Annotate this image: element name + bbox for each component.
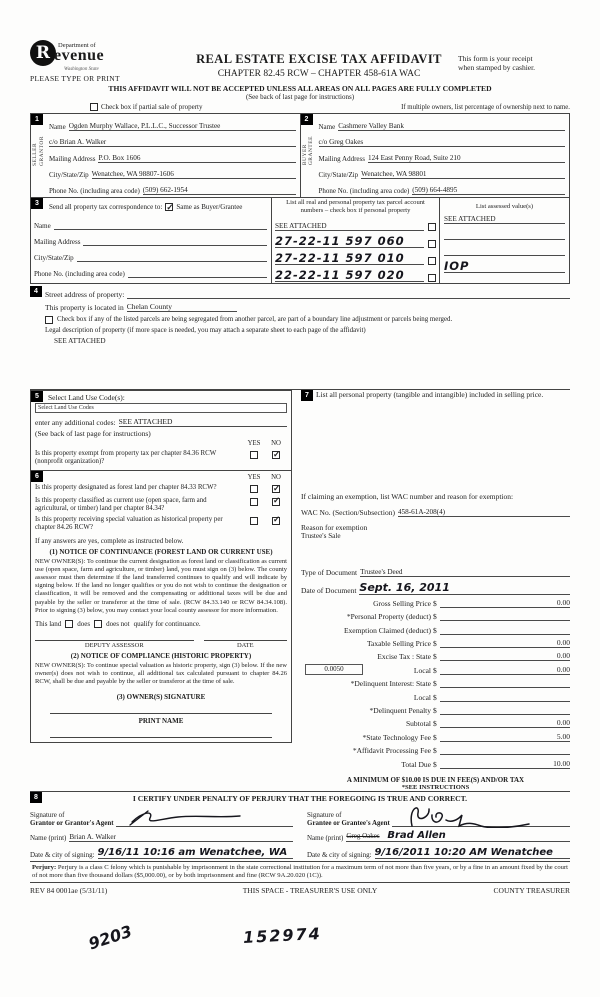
grantee-signature: [392, 805, 570, 827]
print-name-blank: [50, 737, 272, 738]
does-not-checkbox[interactable]: [94, 620, 102, 628]
historical-property-question: Is this property receiving special valuation as historical property per chapter 84.26 RCW?: [35, 515, 223, 531]
treasurer-space-label: THIS SPACE - TREASURER'S USE ONLY: [242, 885, 378, 895]
does-not-label: does not: [106, 620, 130, 628]
seller-city-value: Wenatchee, WA 98807-1606: [92, 170, 296, 179]
dollar-sign: $: [433, 692, 437, 702]
form-subtitle: CHAPTER 82.45 RCW – CHAPTER 458-61A WAC: [217, 69, 421, 79]
buyer-mailing-label: Mailing Address: [318, 155, 365, 163]
section8-badge: 8: [30, 792, 42, 803]
located-in-label: This property is located in: [45, 303, 124, 312]
section4-badge: 4: [30, 286, 42, 297]
grantor-sig-label2: Grantor or Grantor's Agent: [30, 818, 114, 827]
parcel-row-1: 27-22-11 597 060: [275, 235, 424, 248]
money-label-9: Subtotal: [405, 719, 431, 729]
compliance-paragraph: NEW OWNER(S): To continue special valuation as historic property, sign (3) below. If the new owner(s) does not wish to continue, all additional tax calculated pursuant to chapter 84.26 RCW, shall be due and payable by the seller or transferor at the time of sale.: [35, 662, 287, 686]
section3-badge: 3: [31, 198, 43, 209]
doc-type-label: Type of Document: [301, 567, 358, 577]
land-use-title: Select Land Use Code(s):: [48, 393, 125, 402]
buyer-phone-label: Phone No. (including area code): [318, 187, 410, 195]
current-use-question: Is this property classified as current use (open space, farm and agricultural, or timber) land per chapter 84.34?: [35, 496, 207, 512]
section5-badge: 5: [31, 391, 43, 402]
segregated-checkbox[interactable]: [45, 316, 53, 324]
seller-mailing-value: P.O. Box 1606: [98, 154, 295, 163]
dollar-sign: $: [433, 639, 437, 649]
deputy-assessor-line: DEPUTY ASSESSOR: [35, 640, 194, 649]
assessed-row-1: [444, 239, 565, 240]
grantee-name-label: Name (print): [307, 833, 344, 842]
revenue-logo: [30, 40, 180, 66]
parcel-row-3: 22-22-11 597 020: [275, 269, 424, 282]
seller-phone-label: Phone No. (including area code): [49, 187, 140, 195]
grantor-signature: [116, 805, 293, 827]
revenue-logo-icon: [30, 40, 56, 66]
reason-exemption-value: Trustee's Sale: [301, 531, 341, 540]
form-header: [30, 40, 570, 83]
partial-sale-checkbox[interactable]: [90, 103, 98, 111]
does-label: does: [77, 620, 91, 628]
does-checkbox[interactable]: [65, 620, 73, 628]
seller-grantor-box: [31, 114, 300, 197]
multiple-owners-note: If multiple owners, list percentage of ownership next to name.: [401, 103, 570, 111]
grantor-signature-icon: [126, 808, 246, 828]
nonprofit-exempt-question: Is this property exempt from property tax per chapter 84.36 RCW (nonprofit organization)?: [35, 450, 217, 465]
street-address-label: Street address of property:: [45, 290, 125, 299]
seller-grantor-side-label: SELLER GRANTOR: [32, 136, 45, 166]
grantee-sig-label2: Grantee or Grantee's Agent: [307, 818, 390, 827]
buyer-mailing-value: 124 East Penny Road, Suite 210: [368, 154, 565, 163]
owners-signature-blank: [50, 713, 272, 714]
section6-no-header: NO: [271, 474, 281, 481]
dollar-sign: $: [433, 706, 437, 716]
parcel-checkbox-2[interactable]: [428, 257, 436, 265]
dollar-sign: $: [433, 759, 437, 769]
send-correspondence-label: Send all property tax correspondence to:: [49, 203, 163, 211]
dollar-sign: $: [433, 625, 437, 635]
see-instructions-note: *SEE INSTRUCTIONS: [401, 783, 470, 791]
dollar-sign: $: [433, 679, 437, 689]
forest-land-question: Is this property designated as forest land per chapter 84.33 RCW?: [35, 484, 217, 491]
money-value-2: [440, 634, 570, 635]
continuance-title: (1) NOTICE OF CONTINUANCE (FOREST LAND OR CURRENT USE): [49, 547, 273, 556]
wac-number-value: 458-61A-208(4): [398, 508, 570, 517]
section7-badge: 7: [301, 390, 313, 401]
money-label-11: *Affidavit Processing Fee: [352, 746, 431, 756]
assessed-row-3: IOP: [444, 260, 565, 273]
qualify-label: qualify for continuance.: [133, 620, 201, 628]
dollar-sign: $: [433, 665, 437, 675]
doc-date-label: Date of Document: [301, 585, 357, 595]
money-value-12: 10.00: [440, 759, 570, 769]
same-as-buyer-checkbox[interactable]: [165, 203, 173, 211]
money-label-10: *State Technology Fee: [362, 732, 431, 742]
land-use-section: [30, 390, 292, 471]
corr-mailing-blank: [83, 237, 267, 246]
nonprofit-no-checkbox[interactable]: [272, 451, 280, 459]
doc-date-value: Sept. 16, 2011: [359, 581, 570, 595]
grantee-sig-label1: Signature of: [307, 810, 342, 819]
form-title: REAL ESTATE EXCISE TAX AFFIDAVIT: [196, 52, 442, 66]
money-label-8: *Delinquent Penalty: [369, 706, 431, 716]
logo-revenue-text: evenue: [54, 47, 105, 64]
parcel-row-0: SEE ATTACHED: [275, 222, 424, 231]
dollar-sign: $: [433, 719, 437, 729]
seller-city-label: City/State/Zip: [49, 171, 89, 179]
grantee-date-value: 9/16/2011 10:20 AM Wenatchee: [375, 847, 570, 859]
land-designation-section: [30, 471, 292, 743]
money-value-5: 0.00: [440, 665, 570, 675]
minimum-fee-note: A MINIMUM OF $10.00 IS DUE IN FEE(S) AND/OR TAX: [346, 775, 525, 784]
handwritten-number-left: 9203: [86, 921, 135, 954]
personal-property-intro: List all personal property (tangible and intangible) included in selling price.: [316, 390, 544, 399]
section1-badge: 1: [31, 114, 43, 125]
certify-statement: I CERTIFY UNDER PENALTY OF PERJURY THAT THE FOREGOING IS TRUE AND CORRECT.: [132, 793, 468, 803]
corr-city-blank: [77, 253, 267, 262]
dollar-sign: $: [433, 746, 437, 756]
parcel-row-2: 27-22-11 597 010: [275, 252, 424, 265]
seller-name-label: Name: [49, 123, 66, 131]
parcel-checkbox-0[interactable]: [428, 223, 436, 231]
perjury-lead: Perjury:: [32, 863, 57, 871]
seller-care-of: c/o Brian A. Walker: [49, 138, 296, 147]
segregated-label: Check box if any of the listed parcels are being segregated from another parcel, are part of a boundary line adjustment or parcels being merged.: [57, 316, 453, 323]
wac-number-label: WAC No. (Section/Subsection): [301, 507, 395, 517]
historical-no-checkbox[interactable]: [272, 517, 280, 525]
money-label-3: Taxable Selling Price: [366, 639, 431, 649]
grantor-date-value: 9/16/11 10:16 am Wenatchee, WA: [98, 847, 293, 859]
grantor-name-label: Name (print): [30, 833, 67, 842]
grantee-signature-icon: [402, 802, 542, 828]
additional-codes-value: SEE ATTACHED: [119, 417, 287, 427]
money-label-7: Local: [413, 692, 431, 702]
corr-city-label: City/State/Zip: [34, 254, 74, 262]
money-value-6: [440, 687, 570, 688]
money-label-1: *Personal Property (deduct): [346, 612, 431, 622]
money-label-2: Exemption Claimed (deduct): [343, 625, 431, 635]
money-label-6: *Delinquent Interest: State: [350, 679, 431, 689]
money-value-9: 0.00: [440, 718, 570, 728]
located-county-value: Chelan County: [127, 302, 237, 312]
corr-mailing-label: Mailing Address: [34, 238, 81, 246]
receipt-note-line1: This form is your receipt: [458, 54, 533, 63]
please-type-or-print: PLEASE TYPE OR PRINT: [30, 74, 120, 83]
money-value-10: 5.00: [440, 732, 570, 742]
receipt-note-line2: when stamped by cashier.: [458, 63, 536, 72]
rev-form-number: REV 84 0001ae (5/31/11): [30, 885, 108, 895]
logo-initial: R: [35, 43, 51, 63]
buyer-grantee-side-label: BUYER GRANTEE: [301, 136, 314, 166]
logo-department-of: Department of: [58, 42, 96, 49]
corr-phone-label: Phone No. (including area code): [34, 270, 125, 278]
section6-yes-header: YES: [247, 474, 261, 481]
grantee-date-label: Date & city of signing:: [307, 850, 372, 859]
compliance-title: (2) NOTICE OF COMPLIANCE (HISTORIC PROPERTY): [70, 652, 252, 660]
land-use-dropdown[interactable]: Select Land Use Codes: [35, 403, 287, 413]
parcel-checkbox-3[interactable]: [428, 274, 436, 282]
nonprofit-yes-checkbox[interactable]: [250, 451, 258, 459]
parcel-numbers-header: List all real and personal property tax parcel account numbers – check box if personal property: [286, 199, 425, 214]
dollar-sign: $: [433, 652, 437, 662]
section5-see-back: (See back of last page for instructions): [35, 429, 151, 438]
assessed-values-header: List assessed value(s): [475, 203, 534, 210]
street-address-blank: [127, 290, 570, 299]
property-location-section: [30, 284, 570, 390]
corr-name-label: Name: [34, 222, 51, 230]
corr-phone-blank: [128, 269, 267, 278]
buyer-name-label: Name: [318, 123, 336, 131]
perjury-notice: [30, 862, 570, 883]
same-as-buyer-label: Same as Buyer/Grantee: [176, 203, 243, 211]
dollar-sign: $: [433, 612, 437, 622]
additional-codes-label: enter any additional codes:: [35, 418, 116, 427]
assessed-row-2: [444, 255, 565, 256]
partial-sale-label: Check box if partial sale of property: [101, 103, 203, 111]
acceptance-warning: THIS AFFIDAVIT WILL NOT BE ACCEPTED UNLESS ALL AREAS ON ALL PAGES ARE FULLY COMPLETED: [108, 84, 492, 93]
forest-no-checkbox[interactable]: [272, 485, 280, 493]
buyer-grantee-box: [300, 114, 570, 197]
money-value-1: [440, 620, 570, 621]
seller-name-value: Ogden Murphy Wallace, P.L.L.C., Successor Trustee: [69, 122, 296, 131]
money-label-0: Gross Selling Price: [373, 598, 431, 608]
corr-name-blank: [54, 221, 267, 230]
assessed-row-0: SEE ATTACHED: [444, 215, 565, 224]
buyer-name-value: Cashmere Valley Bank: [338, 122, 565, 131]
doc-type-value: Trustee's Deed: [360, 568, 570, 577]
owners-signature-title: (3) OWNER(S) SIGNATURE: [116, 692, 206, 701]
buyer-phone-value: (509) 664-4895: [412, 186, 565, 195]
section5-no-header: NO: [271, 440, 281, 447]
perjury-text: Perjury is a class C felony which is punishable by imprisonment in the state correctional institution for a maximum term of not more than five years, or by a fine in an amount fixed by the court of not more than five thousand dollars ($5,000.00), or by both imprisonment and fine (RCW 9A.20.020 (1C)).: [32, 863, 568, 879]
money-label-4: Excise Tax : State: [377, 652, 431, 662]
buyer-city-label: City/State/Zip: [318, 171, 359, 179]
money-value-8: [440, 714, 570, 715]
historical-yes-checkbox[interactable]: [250, 517, 258, 525]
if-yes-note: If any answers are yes, complete as instructed below.: [35, 536, 184, 545]
money-label-5: Local: [413, 665, 431, 675]
deputy-date-line: DATE: [204, 640, 287, 649]
reason-exemption-label: Reason for exemption: [301, 522, 368, 532]
money-value-11: [440, 754, 570, 755]
grantee-name-value: Brad Allen: [387, 829, 446, 841]
parcel-checkbox-1[interactable]: [428, 240, 436, 248]
tax-correspondence-section: [30, 198, 570, 284]
exemption-claim-label: If claiming an exemption, list WAC number and reason for exemption:: [301, 491, 514, 501]
seller-phone-value: (509) 662-1954: [143, 186, 296, 195]
county-treasurer-label: COUNTY TREASURER: [493, 885, 570, 895]
this-land-label: This land: [35, 620, 62, 628]
dollar-sign: $: [433, 598, 437, 608]
money-label-12: Total Due: [401, 759, 431, 769]
logo-tagline: Washington State: [64, 67, 99, 72]
grantor-date-label: Date & city of signing:: [30, 850, 95, 859]
see-back-note: (See back of last page for instructions): [245, 93, 355, 101]
buyer-city-value: Wenatchee, WA 98801: [361, 170, 565, 179]
personal-property-section: [292, 390, 570, 791]
section2-badge: 2: [301, 114, 313, 125]
money-value-7: [440, 701, 570, 702]
grantor-sig-label1: Signature of: [30, 810, 65, 819]
dollar-sign: $: [433, 732, 437, 742]
grantee-name-struck: Greg Oakes: [346, 831, 380, 840]
money-value-0: 0.00: [440, 598, 570, 608]
money-value-4: 0.00: [440, 651, 570, 661]
legal-description-label: Legal description of property (if more space is needed, you may attach a separate sheet to each page of the affidavit): [45, 327, 366, 334]
current-use-no-checkbox[interactable]: [272, 498, 280, 506]
money-value-3: 0.00: [440, 638, 570, 648]
handwritten-number-center: 152974: [242, 923, 323, 948]
certification-section: [30, 792, 570, 862]
continuance-paragraph: NEW OWNER(S): To continue the current designation as forest land or classification as current use (open space, farm and agriculture, or timber) land, you must sign on (3) below. The county assessor must then determine if the land transferred continues to qualify and will indicate by signing below. If the land no longer qualifies or you do not wish to continue the designation or classification, it will be removed and the compensating or additional taxes will be due and payable by the seller or transferor at the time of sale. (RCW 84.33.140 or RCW 84.34.108). Prior to signing (3) below, you may contact your local county assessor for more information.: [35, 557, 287, 614]
buyer-care-of: c/o Greg Oakes: [319, 138, 566, 147]
section6-badge: 6: [31, 471, 43, 482]
forest-yes-checkbox[interactable]: [250, 485, 258, 493]
current-use-yes-checkbox[interactable]: [250, 498, 258, 506]
legal-description-value: SEE ATTACHED: [54, 337, 106, 345]
grantor-name-value: Brian A. Walker: [69, 833, 293, 842]
seller-mailing-label: Mailing Address: [49, 155, 96, 163]
section5-yes-header: YES: [247, 440, 261, 447]
local-rate-box: 0.0050: [305, 664, 363, 675]
print-name-label: PRINT NAME: [138, 716, 184, 725]
